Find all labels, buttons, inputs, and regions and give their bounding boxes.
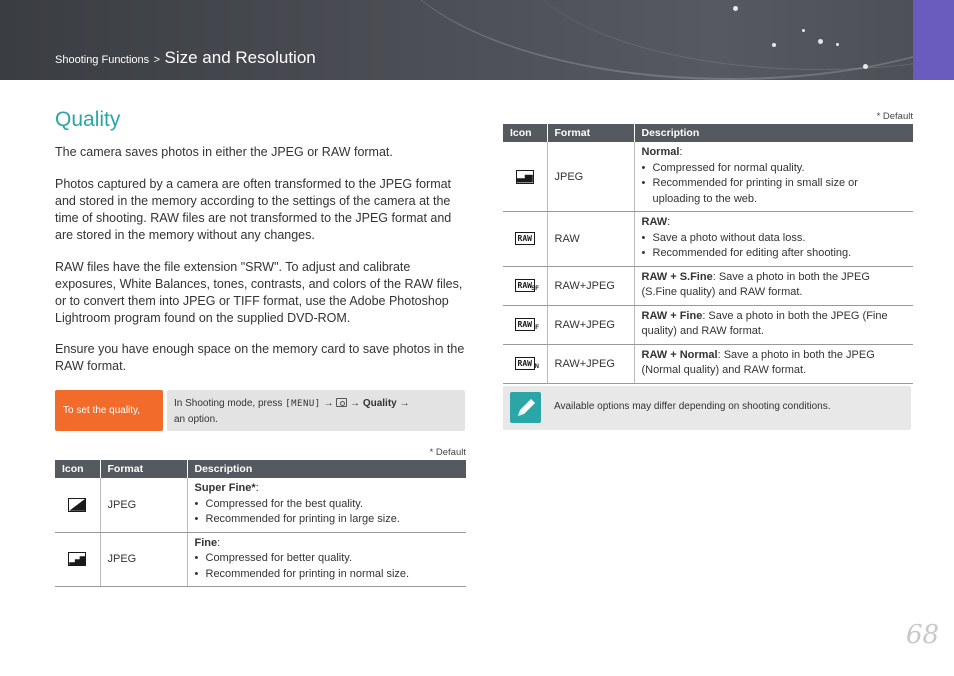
icon-cell: [503, 212, 547, 267]
format-cell: RAW+JPEG: [547, 305, 634, 344]
breadcrumb: [55, 48, 316, 68]
raw-sfine-icon: [515, 279, 539, 292]
format-cell: RAW+JPEG: [547, 344, 634, 383]
list-item: • Recommended for printing in large size.: [195, 512, 460, 528]
col-header-icon: Icon: [503, 124, 547, 142]
header-sparkle: [802, 29, 805, 32]
menu-key: [MENU]: [285, 399, 321, 409]
note-box: [503, 386, 911, 430]
raw-icon-text: RAW: [517, 281, 532, 290]
raw-icon-sub: SF: [531, 286, 539, 292]
option-text: : Save a photo in both the JPEG (Fine quality) and RAW format.: [641, 309, 888, 337]
menu-item-quality: Quality: [362, 398, 397, 409]
note-text: Available options may differ depending on shooting conditions.: [554, 401, 831, 412]
page-number: 68: [906, 620, 940, 650]
table-row: [55, 532, 466, 587]
raw-icon-sub: N: [534, 364, 539, 370]
raw-icon-sub: F: [535, 325, 539, 331]
description-cell: [634, 266, 913, 305]
breadcrumb-section: Size and Resolution: [164, 48, 316, 67]
list-item: • Recommended for editing after shooting.: [642, 246, 907, 262]
icon-cell: [55, 478, 100, 532]
table-row: [503, 212, 913, 267]
default-note: * Default: [876, 111, 913, 122]
option-title: RAW + Normal: [641, 348, 718, 361]
table-row: [503, 305, 913, 344]
callout-text-end: an option.: [174, 414, 218, 425]
list-item: • Recommended for printing in small size or uploading to the web.: [642, 176, 907, 207]
table-row: [55, 478, 466, 532]
colon: :: [217, 536, 221, 549]
callout-instructions: [167, 390, 465, 431]
raw-normal-icon: [515, 357, 539, 370]
page-header: [0, 0, 954, 80]
raw-icon-text: RAW: [517, 320, 532, 329]
header-sparkle: [733, 6, 738, 11]
table-row: [503, 142, 913, 212]
description-cell: [634, 142, 913, 212]
icon-cell: [503, 142, 547, 212]
quality-table-right: [503, 124, 913, 384]
camera-icon: [336, 398, 347, 407]
option-title: Super Fine*: [194, 482, 256, 494]
chapter-tab: [913, 0, 954, 80]
option-text: : Save a photo in both the JPEG (S.Fine quality) and RAW format.: [641, 270, 870, 298]
how-to-callout: [55, 390, 465, 431]
option-title: RAW + Fine: [641, 309, 703, 322]
description-cell: [634, 344, 913, 383]
option-title: Fine: [194, 536, 218, 549]
intro-paragraph: The camera saves photos in either the JPEG or RAW format.: [55, 145, 393, 159]
description-cell: [187, 478, 466, 532]
colon: :: [667, 216, 671, 228]
normal-icon: [516, 170, 534, 184]
format-cell: JPEG: [100, 532, 187, 587]
header-sparkle: [772, 43, 776, 47]
section-title: Quality: [55, 108, 121, 131]
srw-paragraph: RAW files have the file extension "SRW". To adjust and calibrate exposures, White Balances, tones, contrasts, and colors of the RAW files, or to convert them into JPEG or TIFF format, use the Adobe Photoshop Lightroom program found on the supplied DVD-ROM.: [55, 260, 463, 325]
breadcrumb-separator: >: [153, 54, 161, 66]
col-header-description: Description: [634, 124, 913, 142]
callout-label: To set the quality,: [55, 390, 163, 431]
col-header-format: Format: [100, 460, 187, 478]
arrow: →: [347, 398, 363, 409]
option-title: RAW + S.Fine: [641, 270, 713, 283]
list-item: • Save a photo without data loss.: [642, 231, 907, 247]
list-item: • Compressed for better quality.: [195, 551, 460, 567]
pen-icon: [510, 392, 541, 423]
option-title: RAW: [641, 216, 668, 228]
arrow: →: [320, 398, 337, 409]
icon-cell: [503, 266, 547, 305]
callout-text: In Shooting mode, press: [174, 398, 286, 409]
icon-cell: [503, 344, 547, 383]
breadcrumb-chapter[interactable]: Shooting Functions: [55, 54, 150, 66]
option-text: : Save a photo in both the JPEG (Normal quality) and RAW format.: [641, 348, 875, 376]
description-cell: [187, 532, 466, 587]
jpeg-raw-paragraph: Photos captured by a camera are often transformed to the JPEG format and stored in the memory according to the settings of the camera at the time of shooting. RAW files are not transformed to the JPEG format and are stored in the memory without any changes.: [55, 177, 452, 242]
super-fine-icon: [68, 498, 86, 512]
raw-icon-text: RAW: [517, 359, 532, 368]
description-cell: [634, 305, 913, 344]
colon: :: [255, 482, 259, 494]
table-row: [503, 344, 913, 383]
col-header-format: Format: [547, 124, 634, 142]
fine-icon: [68, 552, 86, 566]
format-cell: RAW: [547, 212, 634, 267]
format-cell: RAW+JPEG: [547, 266, 634, 305]
option-title: Normal: [641, 146, 680, 158]
col-header-description: Description: [187, 460, 466, 478]
arrow: →: [396, 398, 410, 409]
list-item: • Recommended for printing in normal size.: [195, 567, 460, 583]
format-cell: JPEG: [547, 142, 634, 212]
format-cell: JPEG: [100, 478, 187, 532]
raw-fine-icon: [515, 318, 539, 331]
description-cell: [634, 212, 913, 267]
space-paragraph: Ensure you have enough space on the memory card to save photos in the RAW format.: [55, 342, 465, 373]
default-note: * Default: [429, 447, 466, 458]
list-item: • Compressed for normal quality.: [642, 161, 907, 177]
quality-table-left: [55, 460, 466, 587]
col-header-icon: Icon: [55, 460, 100, 478]
raw-icon: RAW: [515, 232, 535, 245]
header-sparkle: [863, 64, 868, 69]
header-sparkle: [836, 43, 839, 46]
colon: :: [679, 146, 683, 158]
icon-cell: [503, 305, 547, 344]
list-item: • Compressed for the best quality.: [195, 497, 460, 513]
header-sparkle: [818, 39, 823, 44]
table-row: [503, 266, 913, 305]
icon-cell: [55, 532, 100, 587]
